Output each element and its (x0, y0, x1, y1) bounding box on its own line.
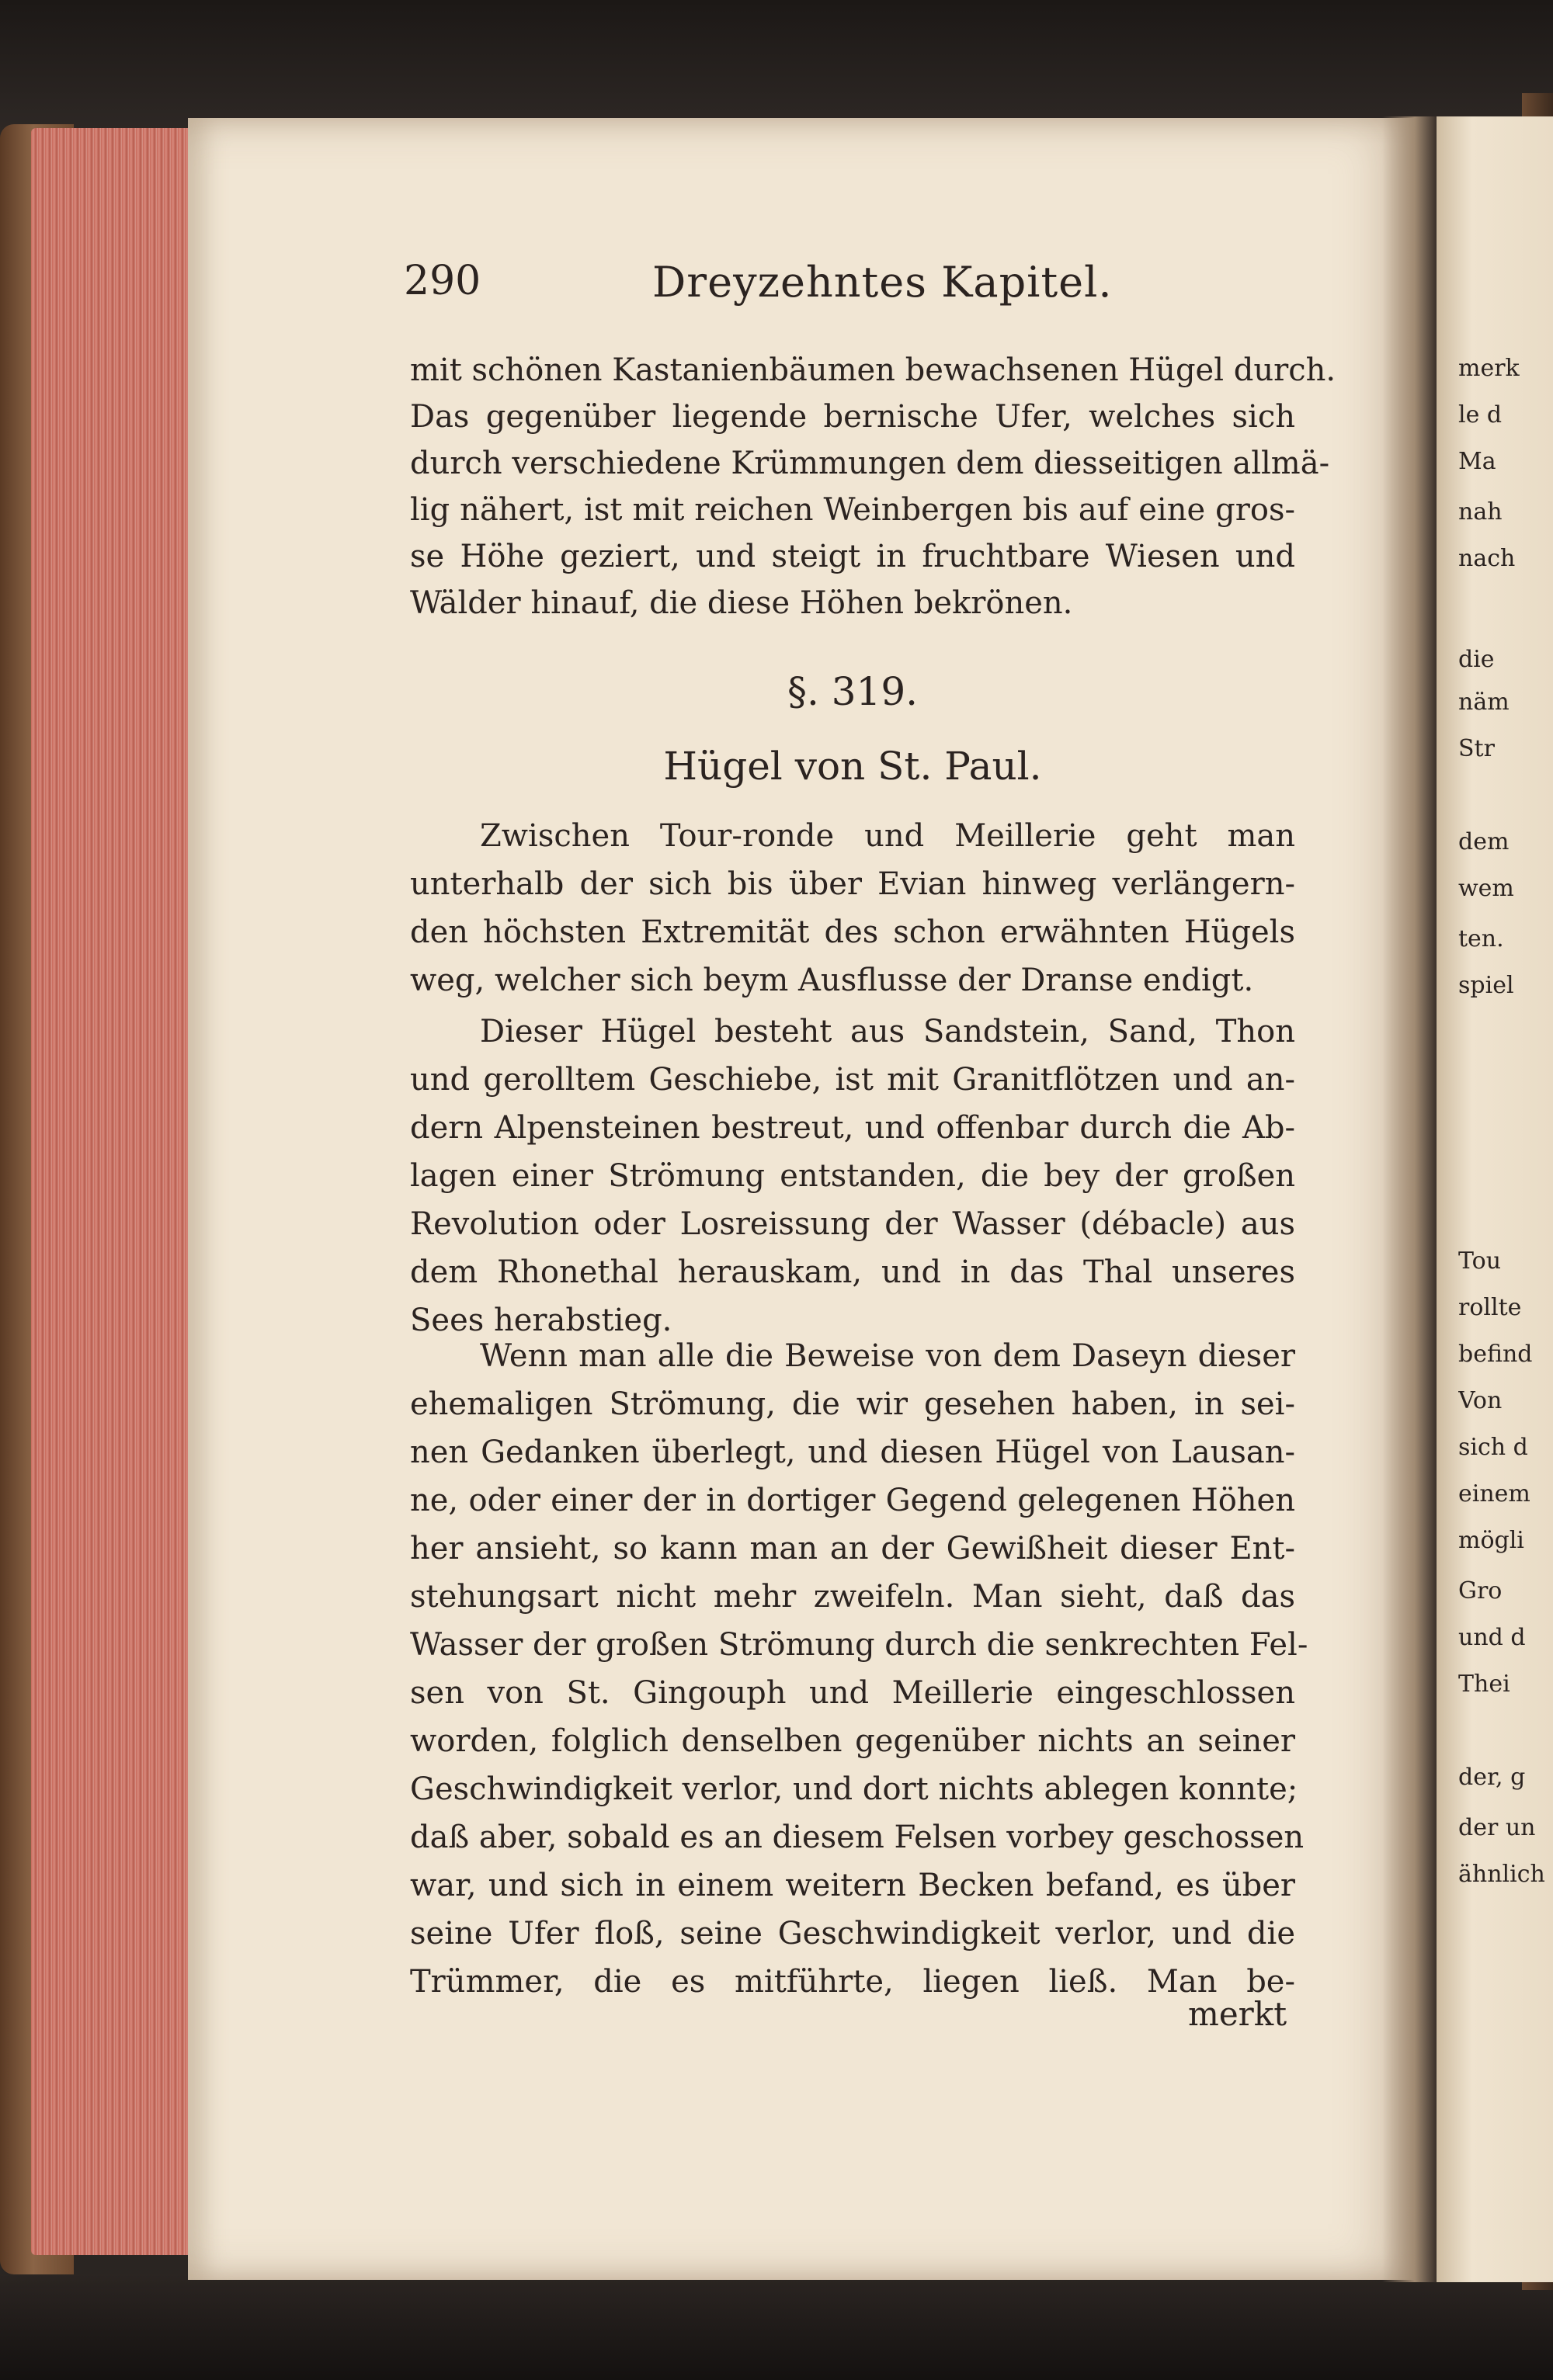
fragment-line: Thei (1458, 1671, 1510, 1698)
text-line: ne, oder einer der in dortiger Gegend gelegenen Höhen (410, 1483, 1295, 1518)
fragment-line: Tou (1458, 1247, 1502, 1275)
catchword: merkt (1188, 1995, 1287, 2033)
fragment-line: nach (1458, 545, 1516, 572)
text-line: Geschwindigkeit verlor, und dort nichts ablegen konnte; (410, 1771, 1298, 1807)
running-head: Dreyzehntes Kapitel. (652, 258, 1113, 307)
text-line: ehemaligen Strömung, die wir gesehen haben, in sei- (410, 1386, 1295, 1422)
text-line: Zwischen Tour-ronde und Meillerie geht man (480, 818, 1295, 854)
fragment-line: und d (1458, 1624, 1526, 1651)
text-line: nen Gedanken überlegt, und diesen Hügel von Lausan- (410, 1435, 1295, 1470)
fragment-line: le d (1458, 401, 1503, 428)
text-line: Trümmer, die es mitführte, liegen ließ. Man be- (410, 1964, 1295, 2000)
text-line: dem Rhonethal herauskam, und in das Thal unseres (410, 1254, 1295, 1290)
fragment-line: näm (1458, 689, 1510, 716)
text-line: unterhalb der sich bis über Evian hinweg verlängern- (410, 866, 1295, 902)
text-line: Wasser der großen Strömung durch die senkrechten Fel- (410, 1627, 1308, 1663)
page-edges (31, 128, 206, 2255)
fragment-line: Von (1458, 1387, 1503, 1414)
text-line: daß aber, sobald es an diesem Felsen vorbey geschossen (410, 1820, 1305, 1855)
text-line: Dieser Hügel besteht aus Sandstein, Sand, Thon (480, 1014, 1295, 1049)
background-bottom (0, 2274, 1553, 2380)
fragment-line: Gro (1458, 1577, 1503, 1605)
text-line: Das gegenüber liegende bernische Ufer, welches sich (410, 399, 1295, 435)
fragment-line: ten. (1458, 925, 1504, 952)
fragment-line: befind (1458, 1341, 1533, 1368)
fragment-line: nah (1458, 498, 1503, 526)
text-line: mit schönen Kastanienbäumen bewachsenen Hügel durch. (410, 352, 1336, 388)
text-line: war, und sich in einem weitern Becken befand, es über (410, 1868, 1295, 1903)
fragment-line: dem (1458, 828, 1510, 855)
text-line: lig nähert, ist mit reichen Weinbergen bis auf eine gros- (410, 492, 1295, 528)
book-gutter (1382, 116, 1437, 2282)
text-line: dern Alpensteinen bestreut, und offenbar durch die Ab- (410, 1110, 1295, 1146)
text-line: Sees herabstieg. (410, 1303, 672, 1338)
facing-page (1429, 116, 1553, 2282)
fragment-line: der, g (1458, 1764, 1526, 1791)
text-line: Revolution oder Losreissung der Wasser (débacle) aus (410, 1206, 1295, 1242)
fragment-line: merk (1458, 355, 1520, 382)
page-number: 290 (404, 258, 481, 304)
fragment-line: der un (1458, 1814, 1536, 1841)
section-title: Hügel von St. Paul. (663, 744, 1042, 789)
text-line: sen von St. Gingouph und Meillerie eingeschlossen (410, 1675, 1295, 1711)
fragment-line: rollte (1458, 1294, 1522, 1321)
fragment-line: spiel (1458, 972, 1514, 999)
text-line: und gerolltem Geschiebe, ist mit Granitflötzen und an- (410, 1062, 1295, 1098)
text-line: her ansieht, so kann man an der Gewißheit dieser Ent- (410, 1531, 1295, 1566)
fragment-line: sich d (1458, 1434, 1528, 1461)
fragment-line: wem (1458, 875, 1514, 902)
text-line: Wenn man alle die Beweise von dem Daseyn dieser (480, 1338, 1295, 1374)
text-line: lagen einer Strömung entstanden, die bey der großen (410, 1158, 1295, 1194)
fragment-line: mögli (1458, 1527, 1524, 1554)
text-line: weg, welcher sich beym Ausflusse der Dranse endigt. (410, 963, 1254, 998)
fragment-line: einem (1458, 1480, 1530, 1507)
text-line: worden, folglich denselben gegenüber nichts an seiner (410, 1723, 1295, 1759)
text-line: Wälder hinauf, die diese Höhen bekrönen. (410, 585, 1073, 621)
text-line: seine Ufer floß, seine Geschwindigkeit verlor, und die (410, 1916, 1295, 1952)
section-number: §. 319. (787, 669, 919, 714)
text-line: se Höhe geziert, und steigt in fruchtbare Wiesen und (410, 539, 1295, 574)
fragment-line: Str (1458, 735, 1495, 762)
page-header (404, 258, 1305, 312)
fragment-line: ähnlich (1458, 1861, 1545, 1888)
fragment-line: Ma (1458, 448, 1496, 475)
text-line: den höchsten Extremität des schon erwähnten Hügels (410, 914, 1295, 950)
text-line: durch verschiedene Krümmungen dem diesseitigen allmä- (410, 446, 1330, 481)
text-line: stehungsart nicht mehr zweifeln. Man sieht, daß das (410, 1579, 1295, 1615)
fragment-line: die (1458, 646, 1495, 673)
